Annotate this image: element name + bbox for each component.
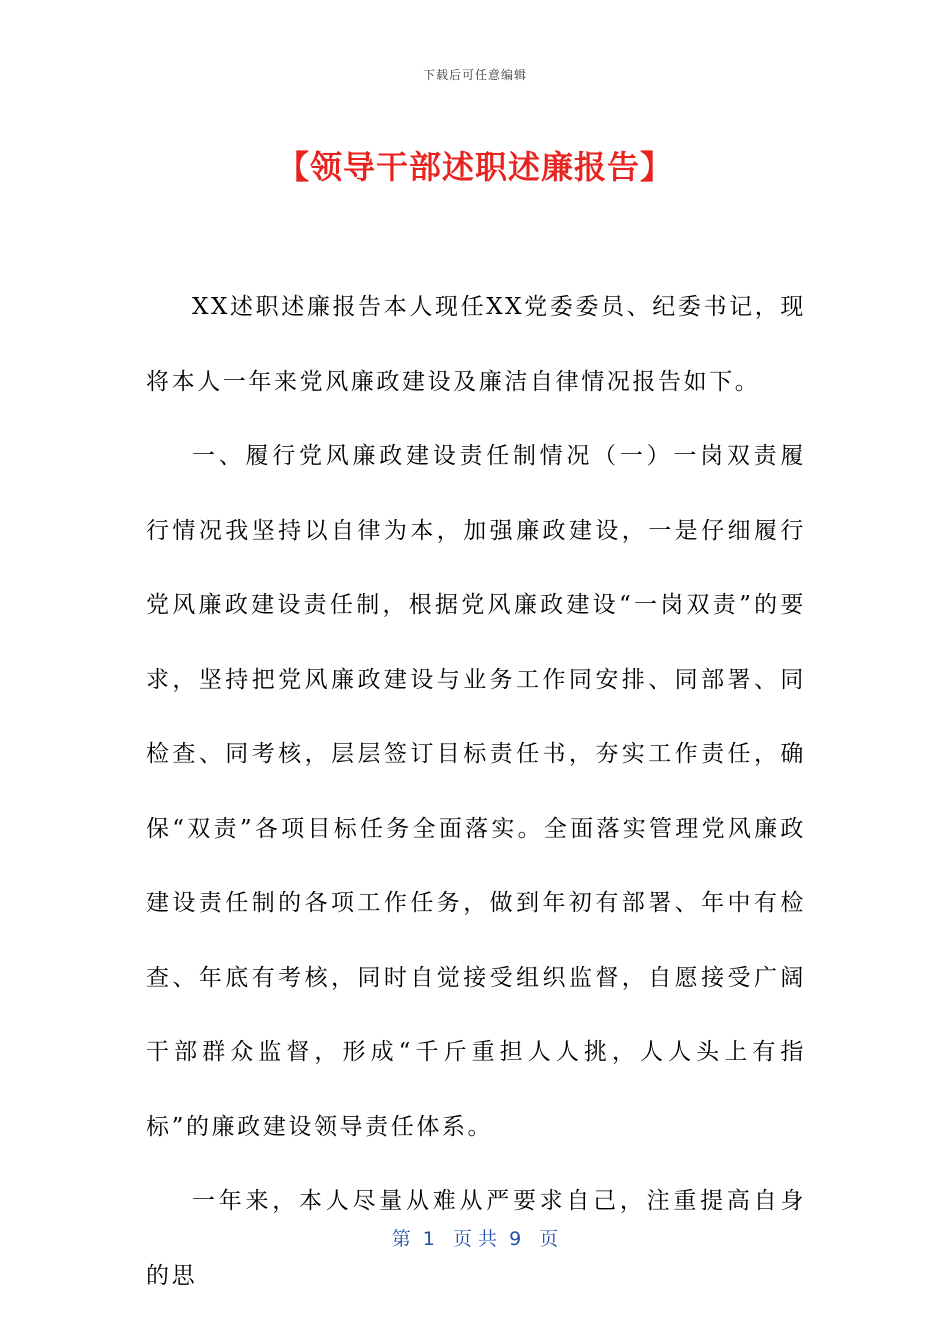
paragraph-3: 一年来，本人尽量从难从严要求自己，注重提高自身的思 bbox=[146, 1188, 806, 1289]
paragraph-1: XX述职述廉报告本人现任XX党委委员、纪委书记，现将本人一年来党风廉政建设及廉洁自律情况报告如下。 bbox=[146, 294, 806, 395]
page-footer: 第 1 页 共 9 页 bbox=[391, 1228, 559, 1250]
paragraph-2: 一、履行党风廉政建设责任制情况（一）一岗双责履行情况我坚持以自律为本，加强廉政建设，一是仔细履行党风廉政建设责任制，根据党风廉政建设“一岗双责”的要求，坚持把党风廉政建设与业务工作同安排、同部署、同检查、同考核，层层签订目标责任书，夯实工作责任，确保“双责”各项目标任务全面落实。全面落实管理党风廉政建设责任制的各项工作任务，做到年初有部署、年中有检查、年底有考核，同时自觉接受组织监督，自愿接受广阔干部群众监督，形成“千斤重担人人挑，人人头上有指标”的廉政建设领导责任体系。 bbox=[146, 443, 806, 1140]
document-body bbox=[146, 270, 806, 1313]
header-note: 下载后可任意编辑 bbox=[422, 68, 527, 82]
document-title: 【领导干部述职述廉报告】 bbox=[276, 148, 673, 186]
